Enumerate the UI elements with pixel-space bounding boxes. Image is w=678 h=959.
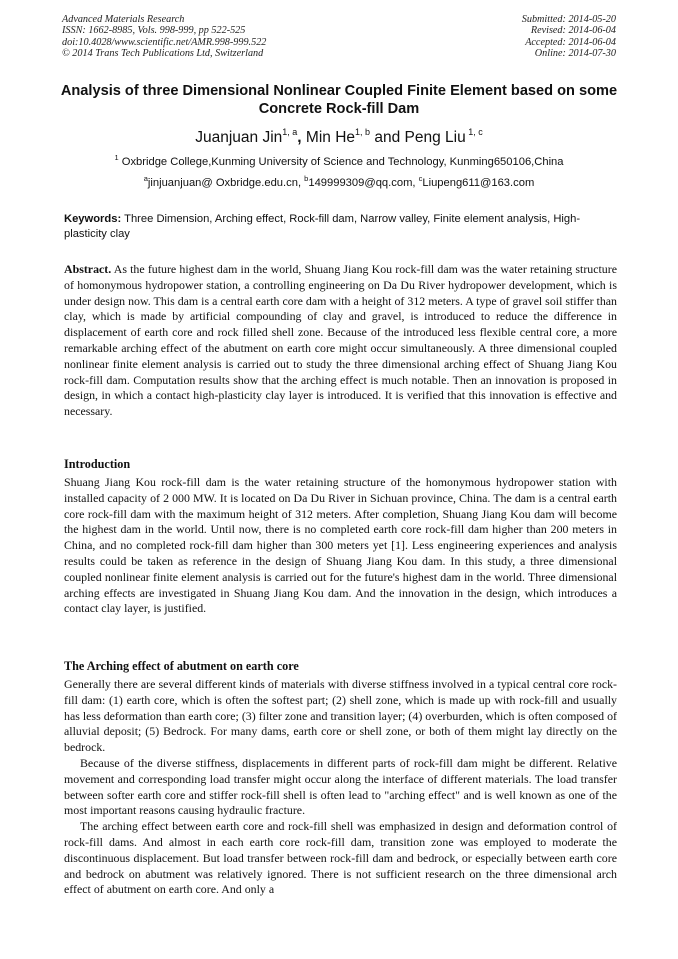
paragraph: Shuang Jiang Kou rock-fill dam is the water retaining structure of the homonymous hydropower station with installed capacity of 2 000 MW. It is located on Da Du River in Sichuan province, China. The dam is a central earth core rock-fill dam with the maximum height of 312 meters. After completion, Shuang Jiang Kou dam will become the highest dam in the world. Until now, there is no completed earth core rock-fill dam higher than 200 meters in China, and no completed rock-fill dam higher than 300 meters yet [1]. Less engineering experiences and analysis results could be taken as reference in the design of Shuang Jiang Kou dam. In this study, a three dimensional coupled nonlinear finite element analysis is carried out for the future's highest dam in the world. Three dimensional arching effects are investigated in Shuang Jiang Kou dam. And the innovation in the design, which introduces a contact clay layer, is justified. (64, 475, 617, 616)
email-b: 149999309@qq.com, (308, 177, 419, 189)
submitted-date: Submitted: 2014-05-20 (521, 14, 616, 25)
author-name: Peng Liu (404, 129, 466, 146)
affiliation (40, 153, 638, 169)
email-superscript: b (304, 174, 309, 183)
paragraph: The arching effect between earth core and rock-fill shell was emphasized in design and deformation control of rock-fill dams. And almost in each earth core rock-fill dam, transition zone was employed to moderate the discontinuous displacement. But load transfer between rock-fill dam and bedrock, or especially between earth core and bedrock on abutment was relatively ignored. There is not sufficient research on the three dimensional arch effect of abutment on earth core. And only a (64, 819, 617, 897)
keywords-label: Keywords: (64, 213, 122, 225)
author-list (40, 128, 638, 148)
arching-body (64, 677, 617, 898)
issn-line: ISSN: 1662-8985, Vols. 998-999, pp 522-525 (62, 25, 246, 37)
journal-header-left (62, 14, 266, 59)
keywords-text: Three Dimension, Arching effect, Rock-fill dam, Narrow valley, Finite element analysis, High-plasticity clay (64, 213, 581, 240)
journal-name: Advanced Materials Research (62, 14, 185, 25)
email-superscript: a (143, 174, 148, 183)
author-superscript: 1, c (465, 127, 483, 137)
journal-header-right (522, 14, 616, 59)
section-heading-arching-effect: The Arching effect of abutment on earth core (64, 659, 299, 673)
author-emails (40, 174, 638, 190)
doi-line: doi:10.4028/www.scientific.net/AMR.998-999.522 (62, 36, 267, 48)
abstract-label: Abstract. (64, 262, 112, 276)
online-date: Online: 2014-07-30 (534, 47, 616, 59)
introduction-body (64, 475, 617, 617)
section-heading-introduction: Introduction (64, 457, 131, 471)
author-superscript: 1, a (282, 127, 298, 137)
email-c: Liupeng611@163.com (422, 177, 535, 189)
email-a: jinjuanjuan@ Oxbridge.edu.cn, (147, 177, 305, 189)
affiliation-superscript: 1 (114, 153, 119, 162)
paragraph: Generally there are several different kinds of materials with diverse stiffness involved in a typical central core rock-fill dam: (1) earth core, which is often the softest part; (2) shell zone, which is made up with rock-fill and usually has less deformation than earth core; (3) filter zone and transition layer; (4) overburden, which is often composed of alluvial deposit; (5) Bedrock. For many dams, earth core or shell zone, or both of them might lay directly on the bedrock. (64, 677, 617, 755)
abstract (64, 262, 617, 420)
paper-title: Analysis of three Dimensional Nonlinear Coupled Finite Element based on some Concrete Rock-fill Dam (60, 83, 618, 117)
email-superscript: c (418, 174, 423, 183)
paragraph: Because of the diverse stiffness, displacements in different parts of rock-fill dam might be different. Relative movement and corresponding load transfer might occur along the interface of different materials. The load transfer between softer earth core and stiffer rock-fill shell is often lead to "arching effect" and is well known as one of the most important reasons causing hydraulic fracture. (64, 755, 617, 818)
author-name: Min He (305, 129, 356, 146)
author-separator: and (370, 129, 405, 146)
author-superscript: 1, b (355, 127, 371, 137)
author-separator: , (297, 129, 306, 146)
affiliation-text: Oxbridge College,Kunming University of Science and Technology, Kunming650106,China (118, 156, 564, 168)
copyright-line: © 2014 Trans Tech Publications Ltd, Switzerland (62, 47, 264, 59)
keywords (64, 212, 617, 242)
revised-date: Revised: 2014-06-04 (530, 25, 616, 37)
abstract-text: As the future highest dam in the world, Shuang Jiang Kou rock-fill dam was the water retaining structure of homonymous hydropower station, a controlling engineering on Da Du River hydropower development, which is under design now. This dam is a central earth core dam with a height of 312 meters. A type of gravel soil stiffer than clay, which is made by artificial compounding of clay and gravel, is introduced to reduce the difference in displacement of earth core and rock filled shell zone. Because of the introduced less flexible central core, a more remarkable arching effect of the abutment on earth core might occur simultaneously. A three dimensional coupled nonlinear finite element analysis is carried out to study the three dimensional arching effect of Shuang Jiang Kou rock-fill dam. Computation results show that the arching effect is much notable. Then an innovation is proposed in design, in which a contact high-plasticity clay layer is introduced. It is verified that this innovation is effective and necessary. (64, 262, 617, 419)
accepted-date: Accepted: 2014-06-04 (525, 36, 616, 48)
author-name: Juanjuan Jin (195, 129, 283, 146)
